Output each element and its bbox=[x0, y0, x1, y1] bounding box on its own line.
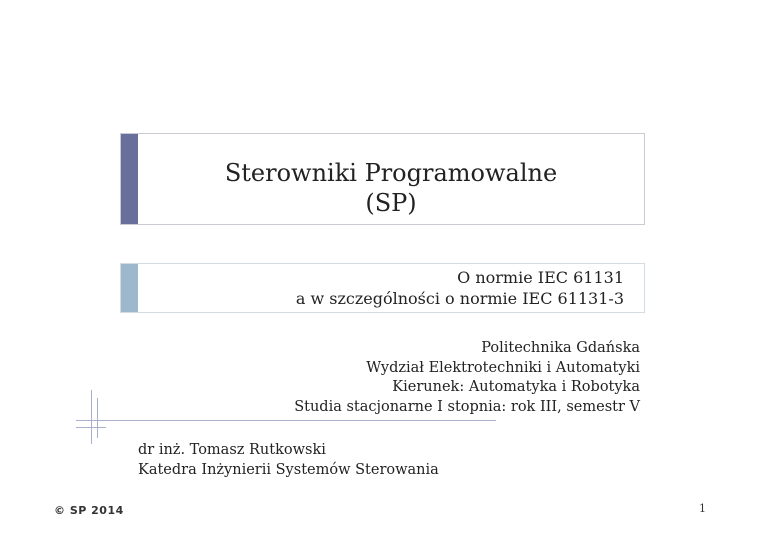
author-name: dr inż. Tomasz Rutkowski bbox=[138, 442, 326, 458]
subtitle-accent-bar bbox=[121, 264, 138, 312]
slide-subtitle bbox=[296, 267, 624, 309]
slide-title-line-1: Sterowniki Programowalne bbox=[224, 159, 558, 187]
slide-title-line-2: (SP) bbox=[365, 189, 417, 217]
slide-subtitle-line-2: a w szczególności o normie IEC 61131-3 bbox=[295, 289, 624, 308]
university-name: Politechnika Gdańska bbox=[481, 340, 640, 356]
page-number: 1 bbox=[699, 502, 706, 515]
institution-info bbox=[294, 339, 640, 417]
title-accent-bar bbox=[121, 134, 138, 224]
crosshair-vertical-line-1 bbox=[91, 390, 92, 444]
author-info bbox=[138, 441, 439, 480]
title-box bbox=[120, 133, 645, 225]
faculty-name: Wydział Elektrotechniki i Automatyki bbox=[366, 359, 640, 376]
crosshair-horizontal-line-1 bbox=[76, 420, 496, 421]
crosshair-vertical-line-2 bbox=[97, 398, 98, 438]
study-details: Studia stacjonarne I stopnia: rok III, semestr V bbox=[294, 398, 640, 415]
slide-subtitle-line-1: O normie IEC 61131 bbox=[457, 268, 624, 287]
slide-title bbox=[138, 158, 644, 218]
author-department: Katedra Inżynierii Systemów Sterowania bbox=[138, 461, 439, 478]
subtitle-box bbox=[120, 263, 645, 313]
copyright-notice: © SP 2014 bbox=[54, 504, 124, 517]
field-of-study: Kierunek: Automatyka i Robotyka bbox=[392, 379, 640, 395]
